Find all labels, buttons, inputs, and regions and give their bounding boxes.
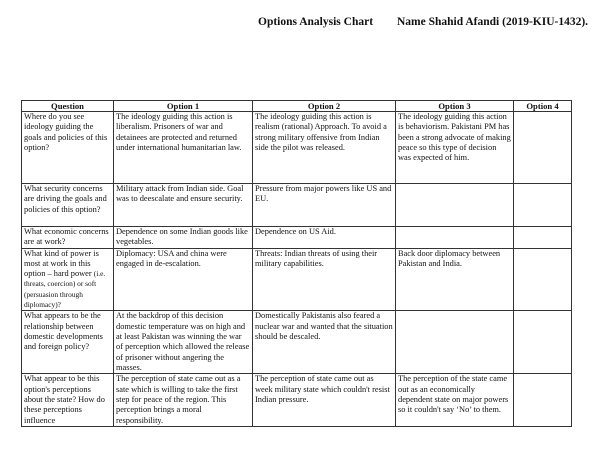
option-2-cell: Domestically Pakistanis also feared a nuclear war and wanted that the situation should be descaled. [253,311,396,374]
table-row [22,112,572,184]
option-4-cell [514,248,572,311]
question-cell: What appears to be the relationship between domestic developments and foreign policy? [22,311,114,374]
table-row [22,248,572,311]
question-cell: What security concerns are driving the goals and policies of this option? [22,184,114,227]
option-1-cell: Military attack from Indian side. Goal was to deescalate and ensure security. [114,184,253,227]
question-cell: What appear to be this option's perceptions about the state? How do these perceptions influence [22,374,114,426]
option-3-cell [396,311,514,374]
question-note: (i.e. threats, coercion) or soft (persuasion through diplomacy)? [24,269,106,310]
option-1-cell: The ideology guiding this action is liberalism. Prisoners of war and detainees are protected and returned under international humanitarian law. [114,112,253,184]
option-3-cell: The ideology guiding this action is behaviorism. Pakistani PM has been a strong advocate of making peace so this type of decision was expected of him. [396,112,514,184]
option-3-cell [396,184,514,227]
option-1-cell: Dependence on some Indian goods like vegetables. [114,227,253,249]
column-header-option-2: Option 2 [253,101,396,112]
question-cell [22,248,114,311]
option-4-cell [514,227,572,249]
option-3-cell [396,227,514,249]
option-2-cell: The perception of state came out as week military state which couldn't resist Indian pressure. [253,374,396,426]
options-table [21,100,572,427]
column-header-option-4: Option 4 [514,101,572,112]
option-2-cell: The ideology guiding this action is realism (rational) Approach. To avoid a strong military offensive from Indian side the pilot was released. [253,112,396,184]
option-4-cell [514,374,572,426]
option-4-cell [514,184,572,227]
table-row [22,184,572,227]
option-3-cell: Back door diplomacy between Pakistan and India. [396,248,514,311]
option-2-cell: Dependence on US Aid. [253,227,396,249]
author-name: Name Shahid Afandi (2019-KIU-1432). [397,16,589,28]
question-text: What kind of power is most at work in this option – hard power [24,248,99,279]
option-3-cell: The perception of the state came out as an economically dependent state on major powers so it couldn't say ‘No’ to them. [396,374,514,426]
table-row [22,374,572,426]
option-1-cell: Diplomacy: USA and china were engaged in de-escalation. [114,248,253,311]
question-cell: What economic concerns are at work? [22,227,114,249]
table-row [22,227,572,249]
option-2-cell: Threats: Indian threats of using their military capabilities. [253,248,396,311]
question-cell: Where do you see ideology guiding the goals and policies of this option? [22,112,114,184]
column-header-option-3: Option 3 [396,101,514,112]
table-row [22,311,572,374]
option-4-cell [514,112,572,184]
option-1-cell: The perception of state came out as a sate which is willing to take the first step for peace of the region. This perception brings a moral responsibility. [114,374,253,426]
column-header-option-1: Option 1 [114,101,253,112]
document-title: Options Analysis Chart [258,16,374,28]
option-1-cell: At the backdrop of this decision domestic temperature was on high and at least Pakistan was winning the war of perception which allowed the release of prisoner without angering the masses. [114,311,253,374]
option-4-cell [514,311,572,374]
column-header-question: Question [22,101,114,112]
option-2-cell: Pressure from major powers like US and EU. [253,184,396,227]
table-header-row [22,101,572,112]
